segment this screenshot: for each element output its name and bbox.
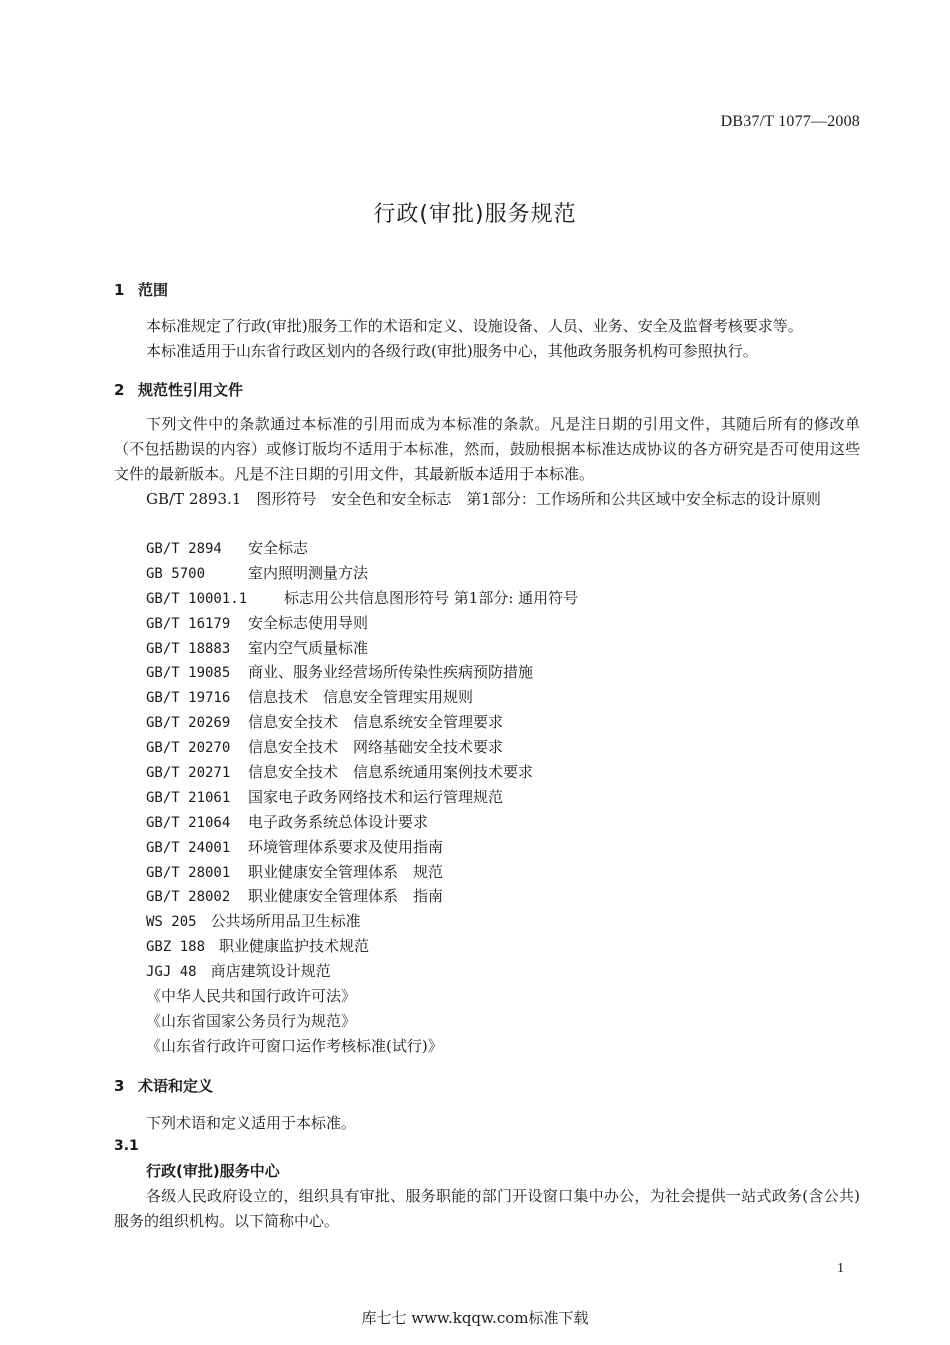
reference-item (146, 860, 578, 885)
section-1-paragraph-1: 本标准规定了行政(审批)服务工作的术语和定义、设施设备、人员、业务、安全及监督考核要求等。 (146, 317, 803, 335)
reference-item (146, 1009, 578, 1034)
reference-code: GB/T 28002 (146, 889, 231, 906)
reference-code: GB/T 28001 (146, 864, 231, 881)
section-2-heading (114, 379, 243, 400)
reference-code: GB/T 19085 (146, 665, 231, 682)
reference-item (146, 909, 578, 934)
reference-title: 国家电子政务网络技术和运行管理规范 (248, 787, 504, 806)
reference-code: GB/T 21061 (146, 789, 231, 806)
reference-code: GBZ 188 (146, 939, 206, 956)
reference-item (146, 685, 578, 710)
reference-item (146, 934, 578, 959)
reference-title: 职业健康安全管理体系 指南 (248, 887, 444, 906)
reference-title: 商业、服务业经营场所传染性疾病预防措施 (248, 663, 534, 682)
reference-title: 安全标志使用导则 (248, 613, 369, 632)
reference-code: JGJ 48 (146, 964, 197, 981)
reference-item (146, 760, 578, 785)
section-2-intro: 下列文件中的条款通过本标准的引用而成为本标准的条款。凡是注日期的引用文件，其随后所有的修改单（不包括勘误的内容）或修订版均不适用于本标准，然而，鼓励根据本标准达成协议的各方研究是否可使用这些文件的最新版本。凡是不注日期的引用文件，其最新版本适用于本标准。 (114, 415, 860, 483)
reference-title: 《中华人民共和国行政许可法》 (146, 987, 357, 1006)
section-title: 术语和定义 (138, 1077, 214, 1095)
reference-item (146, 636, 578, 661)
reference-code: GB/T 20270 (146, 740, 231, 757)
reference-title: 标志用公共信息图形符号 第1部分: 通用符号 (284, 588, 579, 607)
reference-code: GB/T 18883 (146, 640, 231, 657)
section-title: 规范性引用文件 (138, 381, 244, 399)
standard-code: DB37/T 1077—2008 (720, 113, 860, 130)
reference-title: 室内照明测量方法 (248, 563, 369, 582)
reference-title: 电子政务系统总体设计要求 (248, 812, 429, 831)
reference-title: 信息技术 信息安全管理实用规则 (248, 688, 474, 707)
reference-title: 安全标志 (248, 539, 309, 557)
reference-item (146, 959, 578, 984)
section-3-heading (114, 1075, 213, 1096)
reference-item (146, 835, 578, 860)
reference-title: 《山东省国家公务员行为规范》 (146, 1011, 357, 1030)
reference-code: GB/T 20271 (146, 765, 231, 782)
reference-code: GB 5700 (146, 565, 206, 582)
reference-item (146, 884, 578, 909)
reference-code: GB/T 20269 (146, 715, 231, 732)
reference-code: GB/T 16179 (146, 615, 231, 632)
reference-code: GB/T 24001 (146, 839, 231, 856)
reference-item (146, 710, 578, 735)
reference-code: WS 205 (146, 914, 197, 931)
reference-title: 信息安全技术 信息系统安全管理要求 (248, 713, 504, 732)
footer-watermark: 库七七 www.kqqw.com标准下载 (361, 1309, 589, 1327)
reference-gb-t-2893-1: GB/T 2893.1 图形符号 安全色和安全标志 第1部分：工作场所和公共区域中安全标志的设计原则 (146, 490, 821, 508)
reference-item (146, 586, 578, 611)
section-1-heading (114, 279, 168, 300)
reference-title: 室内空气质量标准 (248, 638, 369, 657)
reference-item (146, 536, 578, 561)
reference-item (146, 984, 578, 1009)
reference-title: 环境管理体系要求及使用指南 (248, 837, 444, 856)
reference-code: GB/T 19716 (146, 690, 231, 707)
reference-code: GB/T 10001.1 (146, 590, 248, 607)
reference-item (146, 660, 578, 685)
section-title: 范围 (138, 281, 169, 299)
reference-title: 信息安全技术 网络基础安全技术要求 (248, 738, 504, 757)
reference-item (146, 785, 578, 810)
reference-title: 公共场所用品卫生标准 (210, 912, 361, 931)
section-number: 3 (114, 1077, 125, 1095)
term-definition: 各级人民政府设立的，组织具有审批、服务职能的部门开设窗口集中办公，为社会提供一站式政务(含公共)服务的组织机构。以下简称中心。 (114, 1187, 860, 1230)
reference-list (146, 536, 578, 1059)
reference-item (146, 810, 578, 835)
reference-title: 职业健康监护技术规范 (219, 937, 370, 956)
reference-title: 信息安全技术 信息系统通用案例技术要求 (248, 763, 534, 782)
reference-item (146, 1034, 578, 1059)
reference-code: GB/T 2894 (146, 541, 222, 557)
section-number: 1 (114, 281, 125, 299)
section-number: 2 (114, 381, 125, 399)
reference-item (146, 735, 578, 760)
term-name: 行政(审批)服务中心 (146, 1162, 280, 1180)
document-title: 行政(审批)服务规范 (373, 202, 577, 227)
reference-title: 商店建筑设计规范 (210, 962, 331, 981)
reference-item (146, 561, 578, 586)
reference-item (146, 611, 578, 636)
page-number: 1 (837, 1261, 844, 1276)
reference-code: GB/T 21064 (146, 814, 231, 831)
reference-title: 职业健康安全管理体系 规范 (248, 862, 444, 881)
section-1-paragraph-2: 本标准适用于山东省行政区划内的各级行政(审批)服务中心，其他政务服务机构可参照执行。 (146, 342, 758, 360)
term-number: 3.1 (114, 1138, 139, 1154)
section-3-intro: 下列术语和定义适用于本标准。 (146, 1114, 357, 1132)
reference-title: 《山东省行政许可窗口运作考核标准(试行)》 (146, 1036, 443, 1055)
